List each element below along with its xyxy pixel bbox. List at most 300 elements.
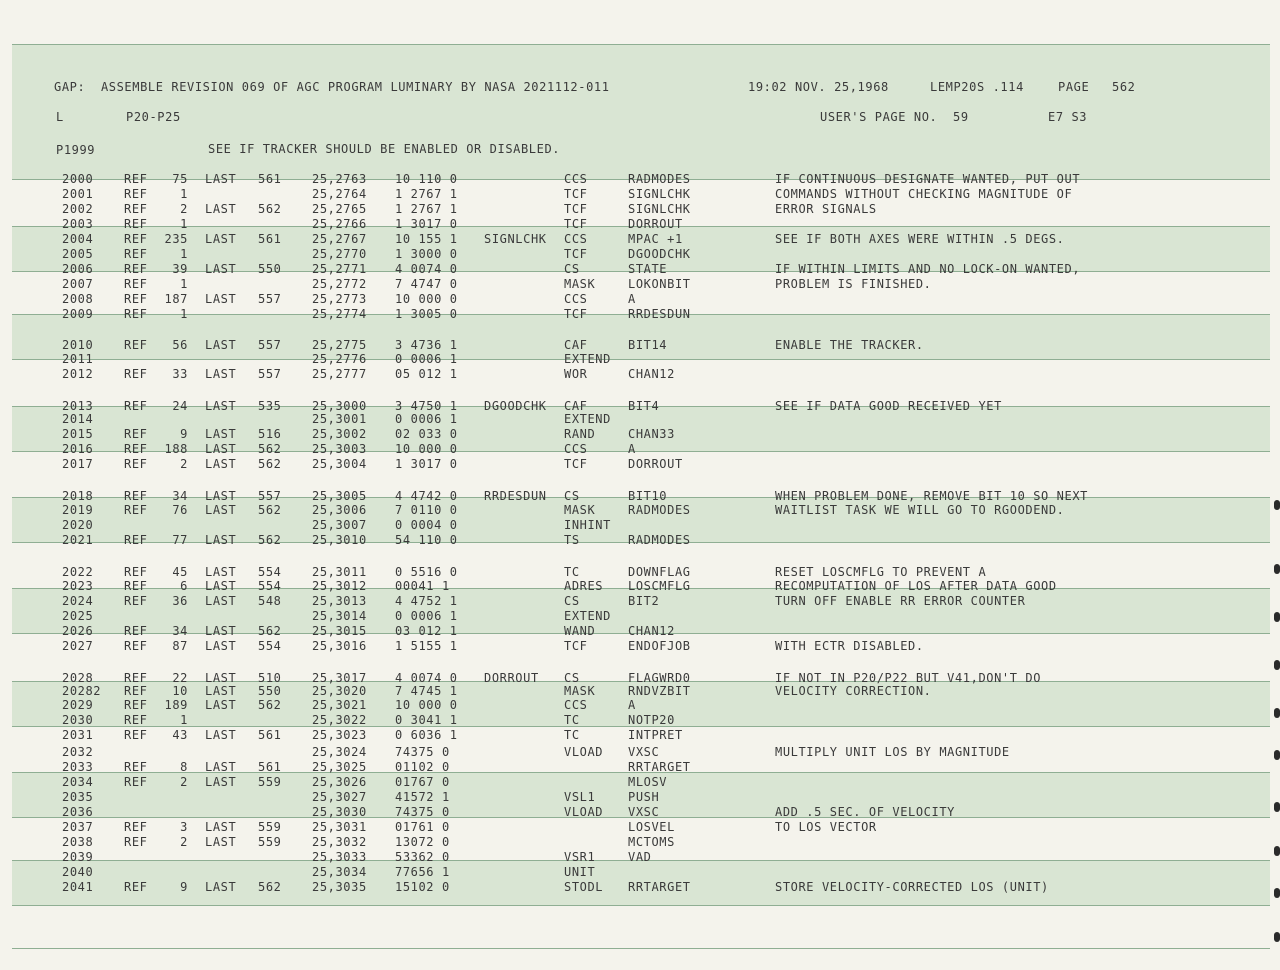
last-page: 554 <box>258 565 282 579</box>
last-page: 557 <box>258 367 282 381</box>
ref-count: 45 <box>172 565 188 579</box>
last-tag: LAST <box>205 820 237 834</box>
address: 25,3002 <box>312 427 367 441</box>
ref-tag: REF <box>124 728 148 742</box>
octal-code: 10 000 0 <box>395 442 458 456</box>
line-number: 2006 <box>62 262 94 276</box>
line-number: 20282 <box>62 684 102 698</box>
opcode: VSL1 <box>564 790 596 804</box>
ref-count: 39 <box>172 262 188 276</box>
address: 25,3010 <box>312 533 367 547</box>
last-tag: LAST <box>205 880 237 894</box>
last-tag: LAST <box>205 503 237 517</box>
line-number: 2033 <box>62 760 94 774</box>
octal-code: 0 3041 1 <box>395 713 458 727</box>
comment: STORE VELOCITY-CORRECTED LOS (UNIT) <box>775 880 1049 894</box>
octal-code: 1 3017 0 <box>395 217 458 231</box>
octal-code: 3 4736 1 <box>395 338 458 352</box>
last-page: 535 <box>258 399 282 413</box>
opcode: ADRES <box>564 579 604 593</box>
octal-code: 1 3017 0 <box>395 457 458 471</box>
comment: MULTIPLY UNIT LOS BY MAGNITUDE <box>775 745 1010 759</box>
last-tag: LAST <box>205 338 237 352</box>
last-page: 557 <box>258 338 282 352</box>
section-comment: SEE IF TRACKER SHOULD BE ENABLED OR DISABLED. <box>208 142 561 156</box>
ref-tag: REF <box>124 760 148 774</box>
last-page: 562 <box>258 503 282 517</box>
octal-code: 15102 0 <box>395 880 450 894</box>
opcode: VLOAD <box>564 745 604 759</box>
ref-count: 189 <box>164 698 188 712</box>
last-page: 562 <box>258 202 282 216</box>
ref-tag: REF <box>124 367 148 381</box>
opcode: TC <box>564 565 580 579</box>
operand: MLOSV <box>628 775 668 789</box>
address: 25,2774 <box>312 307 367 321</box>
last-tag: LAST <box>205 579 237 593</box>
ref-tag: REF <box>124 565 148 579</box>
octal-code: 7 4745 1 <box>395 684 458 698</box>
last-page: 562 <box>258 698 282 712</box>
line-number: 2041 <box>62 880 94 894</box>
address: 25,3016 <box>312 639 367 653</box>
operand: BIT4 <box>628 399 660 413</box>
ref-tag: REF <box>124 579 148 593</box>
ref-count: 33 <box>172 367 188 381</box>
ref-count: 8 <box>180 760 188 774</box>
line-number: 2020 <box>62 518 94 532</box>
opcode: CS <box>564 489 580 503</box>
line-number: 2027 <box>62 639 94 653</box>
header-left-code: L <box>56 110 64 124</box>
opcode: EXTEND <box>564 609 611 623</box>
last-tag: LAST <box>205 671 237 685</box>
ref-tag: REF <box>124 775 148 789</box>
opcode: CAF <box>564 338 588 352</box>
opcode: TCF <box>564 457 588 471</box>
ref-tag: REF <box>124 307 148 321</box>
octal-code: 74375 0 <box>395 745 450 759</box>
octal-code: 74375 0 <box>395 805 450 819</box>
line-number: 2012 <box>62 367 94 381</box>
line-number: 2021 <box>62 533 94 547</box>
octal-code: 01761 0 <box>395 820 450 834</box>
last-tag: LAST <box>205 684 237 698</box>
operand: RADMODES <box>628 533 691 547</box>
ref-tag: REF <box>124 172 148 186</box>
opcode: VSR1 <box>564 850 596 864</box>
ref-tag: REF <box>124 835 148 849</box>
last-tag: LAST <box>205 775 237 789</box>
operand: CHAN12 <box>628 624 675 638</box>
ref-tag: REF <box>124 202 148 216</box>
ref-tag: REF <box>124 639 148 653</box>
line-number: 2017 <box>62 457 94 471</box>
last-page: 559 <box>258 820 282 834</box>
opcode: TCF <box>564 202 588 216</box>
header-page-label: PAGE <box>1058 80 1090 94</box>
comment: SEE IF DATA GOOD RECEIVED YET <box>775 399 1002 413</box>
line-number: 2007 <box>62 277 94 291</box>
address: 25,3023 <box>312 728 367 742</box>
last-page: 550 <box>258 262 282 276</box>
address: 25,3013 <box>312 594 367 608</box>
octal-code: 0 0006 1 <box>395 352 458 366</box>
opcode: WOR <box>564 367 588 381</box>
address: 25,3017 <box>312 671 367 685</box>
ref-tag: REF <box>124 684 148 698</box>
comment: RECOMPUTATION OF LOS AFTER DATA GOOD <box>775 579 1057 593</box>
label: DGOODCHK <box>484 399 547 413</box>
opcode: CS <box>564 594 580 608</box>
last-page: 510 <box>258 671 282 685</box>
operand: PUSH <box>628 790 660 804</box>
address: 25,3007 <box>312 518 367 532</box>
opcode: TS <box>564 533 580 547</box>
ref-tag: REF <box>124 187 148 201</box>
ref-tag: REF <box>124 232 148 246</box>
operand: NOTP20 <box>628 713 675 727</box>
octal-code: 1 3000 0 <box>395 247 458 261</box>
ref-tag: REF <box>124 820 148 834</box>
paper-rule <box>12 948 1270 949</box>
ref-tag: REF <box>124 247 148 261</box>
last-tag: LAST <box>205 639 237 653</box>
opcode: CCS <box>564 698 588 712</box>
comment: IF NOT IN P20/P22 BUT V41,DON'T DO <box>775 671 1042 685</box>
opcode: TCF <box>564 307 588 321</box>
octal-code: 54 110 0 <box>395 533 458 547</box>
ref-count: 36 <box>172 594 188 608</box>
line-number: 2034 <box>62 775 94 789</box>
feed-hole <box>1274 708 1280 718</box>
ref-count: 77 <box>172 533 188 547</box>
line-number: 2031 <box>62 728 94 742</box>
last-page: 562 <box>258 624 282 638</box>
opcode: CCS <box>564 292 588 306</box>
header-title: GAP: ASSEMBLE REVISION 069 OF AGC PROGRAM LUMINARY BY NASA 2021112-011 <box>54 80 610 94</box>
ref-count: 2 <box>180 775 188 789</box>
opcode: CCS <box>564 232 588 246</box>
ref-count: 6 <box>180 579 188 593</box>
last-page: 561 <box>258 760 282 774</box>
last-tag: LAST <box>205 489 237 503</box>
octal-code: 13072 0 <box>395 835 450 849</box>
operand: RADMODES <box>628 172 691 186</box>
address: 25,2776 <box>312 352 367 366</box>
label: SIGNLCHK <box>484 232 547 246</box>
line-number: 2039 <box>62 850 94 864</box>
operand: VXSC <box>628 805 660 819</box>
last-page: 561 <box>258 232 282 246</box>
ref-count: 9 <box>180 427 188 441</box>
operand: A <box>628 698 636 712</box>
octal-code: 01102 0 <box>395 760 450 774</box>
ref-count: 76 <box>172 503 188 517</box>
ref-count: 24 <box>172 399 188 413</box>
line-number: 2029 <box>62 698 94 712</box>
header-section: P20-P25 <box>126 110 181 124</box>
line-number: 2005 <box>62 247 94 261</box>
address: 25,3027 <box>312 790 367 804</box>
address: 25,3034 <box>312 865 367 879</box>
operand: CHAN33 <box>628 427 675 441</box>
last-tag: LAST <box>205 457 237 471</box>
comment: COMMANDS WITHOUT CHECKING MAGNITUDE OF <box>775 187 1073 201</box>
octal-code: 41572 1 <box>395 790 450 804</box>
ref-tag: REF <box>124 624 148 638</box>
feed-hole <box>1274 564 1280 574</box>
line-number: 2003 <box>62 217 94 231</box>
last-page: 562 <box>258 533 282 547</box>
ref-count: 75 <box>172 172 188 186</box>
ref-tag: REF <box>124 277 148 291</box>
last-page: 561 <box>258 172 282 186</box>
octal-code: 03 012 1 <box>395 624 458 638</box>
octal-code: 10 000 0 <box>395 698 458 712</box>
operand: BIT10 <box>628 489 668 503</box>
address: 25,3012 <box>312 579 367 593</box>
operand: BIT14 <box>628 338 668 352</box>
address: 25,3006 <box>312 503 367 517</box>
operand: MPAC +1 <box>628 232 683 246</box>
octal-code: 1 2767 1 <box>395 202 458 216</box>
operand: MCTOMS <box>628 835 675 849</box>
comment: VELOCITY CORRECTION. <box>775 684 932 698</box>
ref-count: 187 <box>164 292 188 306</box>
address: 25,2772 <box>312 277 367 291</box>
last-tag: LAST <box>205 399 237 413</box>
last-tag: LAST <box>205 594 237 608</box>
last-page: 562 <box>258 442 282 456</box>
feed-hole <box>1274 750 1280 760</box>
address: 25,2770 <box>312 247 367 261</box>
last-tag: LAST <box>205 565 237 579</box>
ref-count: 10 <box>172 684 188 698</box>
ref-tag: REF <box>124 594 148 608</box>
ref-count: 1 <box>180 217 188 231</box>
line-number: 2010 <box>62 338 94 352</box>
octal-code: 53362 0 <box>395 850 450 864</box>
last-page: 559 <box>258 775 282 789</box>
octal-code: 3 4750 1 <box>395 399 458 413</box>
octal-code: 4 0074 0 <box>395 262 458 276</box>
last-tag: LAST <box>205 760 237 774</box>
line-number: 2022 <box>62 565 94 579</box>
line-number: 2014 <box>62 412 94 426</box>
last-page: 550 <box>258 684 282 698</box>
operand: RADMODES <box>628 503 691 517</box>
address: 25,3035 <box>312 880 367 894</box>
line-number: 2004 <box>62 232 94 246</box>
operand: RRTARGET <box>628 760 691 774</box>
header-page-number: 562 <box>1112 80 1136 94</box>
operand: LOKONBIT <box>628 277 691 291</box>
line-number: 2037 <box>62 820 94 834</box>
octal-code: 0 0004 0 <box>395 518 458 532</box>
line-number: 2002 <box>62 202 94 216</box>
octal-code: 1 2767 1 <box>395 187 458 201</box>
last-page: 557 <box>258 489 282 503</box>
address: 25,2764 <box>312 187 367 201</box>
address: 25,2775 <box>312 338 367 352</box>
ref-count: 34 <box>172 489 188 503</box>
octal-code: 00041 1 <box>395 579 450 593</box>
last-tag: LAST <box>205 232 237 246</box>
operand: ENDOFJOB <box>628 639 691 653</box>
ref-tag: REF <box>124 217 148 231</box>
line-number: 2015 <box>62 427 94 441</box>
ref-tag: REF <box>124 427 148 441</box>
line-number: 2018 <box>62 489 94 503</box>
opcode: CS <box>564 262 580 276</box>
ref-tag: REF <box>124 399 148 413</box>
last-page: 561 <box>258 728 282 742</box>
address: 25,2765 <box>312 202 367 216</box>
ref-count: 2 <box>180 202 188 216</box>
comment: ERROR SIGNALS <box>775 202 877 216</box>
operand: SIGNLCHK <box>628 202 691 216</box>
octal-code: 1 5155 1 <box>395 639 458 653</box>
ref-count: 1 <box>180 307 188 321</box>
octal-code: 01767 0 <box>395 775 450 789</box>
opcode: TCF <box>564 187 588 201</box>
comment: IF CONTINUOUS DESIGNATE WANTED, PUT OUT <box>775 172 1081 186</box>
address: 25,3032 <box>312 835 367 849</box>
address: 25,3005 <box>312 489 367 503</box>
ref-tag: REF <box>124 338 148 352</box>
comment: ADD .5 SEC. OF VELOCITY <box>775 805 955 819</box>
last-page: 557 <box>258 292 282 306</box>
address: 25,3003 <box>312 442 367 456</box>
header-job: LEMP20S .114 <box>930 80 1024 94</box>
last-page: 559 <box>258 835 282 849</box>
ref-count: 87 <box>172 639 188 653</box>
opcode: STODL <box>564 880 604 894</box>
operand: A <box>628 442 636 456</box>
address: 25,3024 <box>312 745 367 759</box>
ref-count: 2 <box>180 457 188 471</box>
comment: RESET LOSCMFLG TO PREVENT A <box>775 565 987 579</box>
feed-hole <box>1274 660 1280 670</box>
ref-count: 1 <box>180 713 188 727</box>
comment: WITH ECTR DISABLED. <box>775 639 924 653</box>
comment: WAITLIST TASK WE WILL GO TO RGOODEND. <box>775 503 1065 517</box>
line-number: 2011 <box>62 352 94 366</box>
last-page: 516 <box>258 427 282 441</box>
ref-count: 3 <box>180 820 188 834</box>
ref-tag: REF <box>124 457 148 471</box>
line-number: 2035 <box>62 790 94 804</box>
comment: WHEN PROBLEM DONE, REMOVE BIT 10 SO NEXT <box>775 489 1088 503</box>
address: 25,3021 <box>312 698 367 712</box>
ref-tag: REF <box>124 671 148 685</box>
operand: DOWNFLAG <box>628 565 691 579</box>
feed-hole <box>1274 888 1280 898</box>
octal-code: 1 3005 0 <box>395 307 458 321</box>
address: 25,3014 <box>312 609 367 623</box>
ref-tag: REF <box>124 698 148 712</box>
operand: RRDESDUN <box>628 307 691 321</box>
line-number: 2038 <box>62 835 94 849</box>
operand: RRTARGET <box>628 880 691 894</box>
operand: BIT2 <box>628 594 660 608</box>
address: 25,3033 <box>312 850 367 864</box>
comment: SEE IF BOTH AXES WERE WITHIN .5 DEGS. <box>775 232 1065 246</box>
octal-code: 0 6036 1 <box>395 728 458 742</box>
ref-count: 1 <box>180 247 188 261</box>
operand: RNDVZBIT <box>628 684 691 698</box>
ref-count: 2 <box>180 835 188 849</box>
opcode: WAND <box>564 624 596 638</box>
operand: FLAGWRD0 <box>628 671 691 685</box>
line-number: 2000 <box>62 172 94 186</box>
opcode: TC <box>564 728 580 742</box>
address: 25,3015 <box>312 624 367 638</box>
operand: DGOODCHK <box>628 247 691 261</box>
line-number: 2025 <box>62 609 94 623</box>
line-number: 2016 <box>62 442 94 456</box>
label: RRDESDUN <box>484 489 547 503</box>
address: 25,3031 <box>312 820 367 834</box>
ref-count: 22 <box>172 671 188 685</box>
octal-code: 05 012 1 <box>395 367 458 381</box>
operand: DORROUT <box>628 457 683 471</box>
octal-code: 7 4747 0 <box>395 277 458 291</box>
opcode: CCS <box>564 442 588 456</box>
operand: DORROUT <box>628 217 683 231</box>
last-tag: LAST <box>205 292 237 306</box>
line-number: 2001 <box>62 187 94 201</box>
address: 25,3011 <box>312 565 367 579</box>
last-page: 562 <box>258 880 282 894</box>
last-tag: LAST <box>205 427 237 441</box>
ref-tag: REF <box>124 880 148 894</box>
address: 25,3025 <box>312 760 367 774</box>
paper-rule <box>12 359 1270 360</box>
opcode: TC <box>564 713 580 727</box>
line-number: 2032 <box>62 745 94 759</box>
last-page: 554 <box>258 579 282 593</box>
ref-count: 1 <box>180 277 188 291</box>
ref-tag: REF <box>124 533 148 547</box>
last-tag: LAST <box>205 367 237 381</box>
address: 25,3000 <box>312 399 367 413</box>
octal-code: 4 0074 0 <box>395 671 458 685</box>
opcode: MASK <box>564 277 596 291</box>
address: 25,2766 <box>312 217 367 231</box>
feed-hole <box>1274 802 1280 812</box>
opcode: UNIT <box>564 865 596 879</box>
operand: SIGNLCHK <box>628 187 691 201</box>
opcode: EXTEND <box>564 412 611 426</box>
label: DORROUT <box>484 671 539 685</box>
line-number: 2024 <box>62 594 94 608</box>
opcode: EXTEND <box>564 352 611 366</box>
line-number: 2008 <box>62 292 94 306</box>
paper-rule <box>12 905 1270 906</box>
ref-count: 1 <box>180 187 188 201</box>
ref-tag: REF <box>124 503 148 517</box>
octal-code: 0 0006 1 <box>395 609 458 623</box>
operand: A <box>628 292 636 306</box>
feed-hole <box>1274 846 1280 856</box>
last-tag: LAST <box>205 835 237 849</box>
paper-rule <box>12 451 1270 452</box>
address: 25,2777 <box>312 367 367 381</box>
last-tag: LAST <box>205 442 237 456</box>
octal-code: 7 0110 0 <box>395 503 458 517</box>
